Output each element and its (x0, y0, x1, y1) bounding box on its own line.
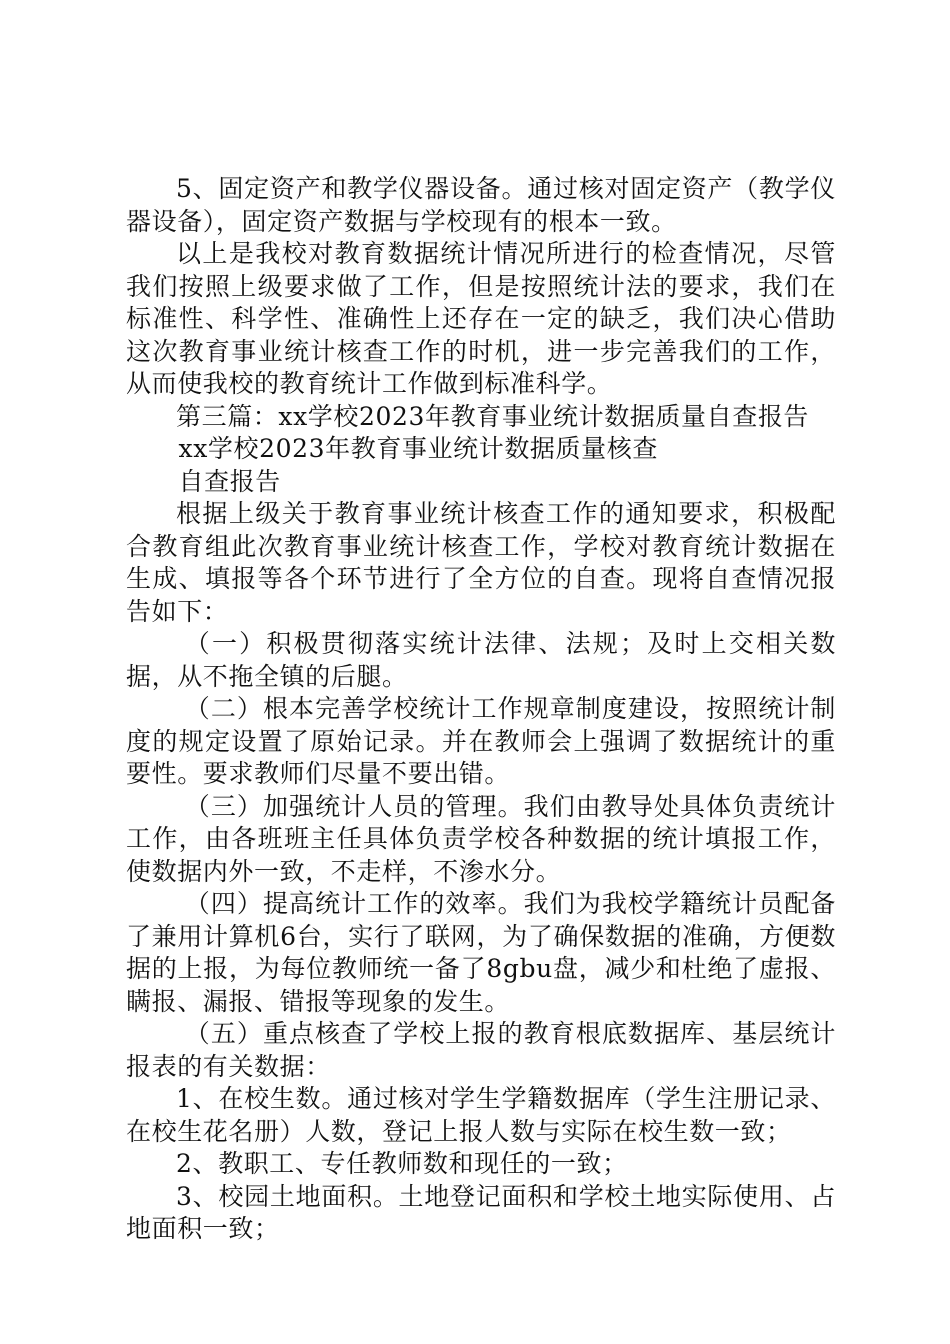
paragraph-fixed-assets: 5、固定资产和教学仪器设备。通过核对固定资产（教学仪器设备），固定资产数据与学校现有的根本一致。 (126, 174, 836, 236)
paragraph-students: 1、在校生数。通过核对学生学籍数据库（学生注册记录、在校生花名册）人数，登记上报人数与实际在校生数一致； (126, 1084, 836, 1146)
section-title: 第三篇：xx学校2023年教育事业统计数据质量自查报告 (176, 401, 810, 431)
paragraph-item-2: （二）根本完善学校统计工作规章制度建设，按照统计制度的规定设置了原始记录。并在教师会上强调了数据统计的重要性。要求教师们尽量不要出错。 (126, 694, 836, 788)
paragraph-item-4: （四）提高统计工作的效率。我们为我校学籍统计员配备了兼用计算机6台，实行了联网，为了确保数据的准确，方便数据的上报，为每位教师统一备了8gbu盘，减少和杜绝了虚报、瞒报、漏报、错报等现象的发生。 (126, 889, 836, 1016)
report-title: xx学校2023年教育事业统计数据质量核查 (178, 434, 658, 463)
paragraph-intro: 根据上级关于教育事业统计核查工作的通知要求，积极配合教育组此次教育事业统计核查工作，学校对教育统计数据在生成、填报等各个环节进行了全方位的自查。现将自查情况报告如下： (126, 499, 836, 626)
report-subtitle: 自查报告 (178, 466, 281, 496)
paragraph-staff: 2、教职工、专任教师数和现任的一致； (176, 1149, 628, 1178)
paragraph-summary: 以上是我校对教育数据统计情况所进行的检查情况，尽管我们按照上级要求做了工作，但是按照统计法的要求，我们在标准性、科学性、准确性上还存在一定的缺乏，我们决心借助这次教育事业统计核查工作的时机，进一步完善我们的工作，从而使我校的教育统计工作做到标准科学。 (126, 239, 836, 398)
document-body (126, 173, 836, 1246)
paragraph-item-3: （三）加强统计人员的管理。我们由教导处具体负责统计工作，由各班班主任具体负责学校各种数据的统计填报工作，使数据内外一致，不走样，不渗水分。 (126, 791, 836, 886)
paragraph-item-5: （五）重点核查了学校上报的教育根底数据库、基层统计报表的有关数据： (126, 1019, 836, 1081)
paragraph-land: 3、校园土地面积。土地登记面积和学校土地实际使用、占地面积一致； (126, 1181, 836, 1243)
paragraph-item-1: （一）积极贯彻落实统计法律、法规；及时上交相关数据，从不拖全镇的后腿。 (126, 629, 836, 691)
